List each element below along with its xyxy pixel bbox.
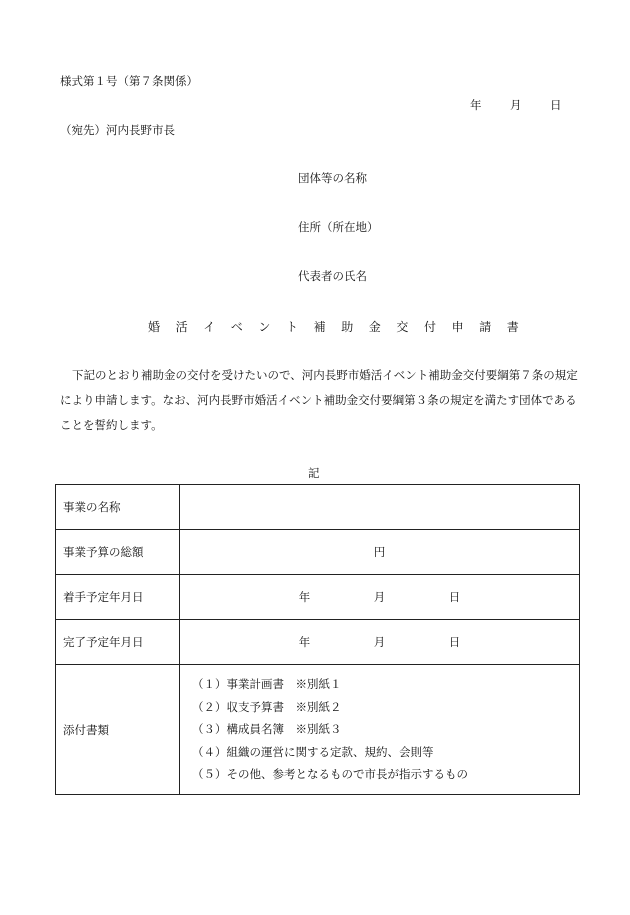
representative-label: 代表者の氏名 xyxy=(298,269,367,283)
attachment-item: （３）構成員名簿 ※別紙３ xyxy=(192,722,342,737)
start-date-label: 着手予定年月日 xyxy=(56,575,180,620)
project-name-label: 事業の名称 xyxy=(56,485,180,530)
start-day: 日 xyxy=(448,590,461,604)
budget-field[interactable] xyxy=(180,530,580,575)
address-label: 住所（所在地） xyxy=(298,220,379,234)
attachments-list xyxy=(180,665,580,795)
table-row xyxy=(56,665,580,795)
attachment-item: （４）組織の運営に関する定款、規約、会則等 xyxy=(192,744,434,759)
start-date-field[interactable] xyxy=(180,575,580,620)
table-row xyxy=(56,485,580,530)
project-name-field[interactable] xyxy=(180,485,580,530)
budget-label: 事業予算の総額 xyxy=(56,530,180,575)
attachment-item: （１）事業計画書 ※別紙１ xyxy=(192,677,342,692)
date-day-label: 日 xyxy=(550,98,562,112)
date-year-label: 年 xyxy=(470,98,482,112)
form-number: 様式第１号（第７条関係） xyxy=(60,74,198,88)
table-row xyxy=(56,620,580,665)
application-table xyxy=(55,484,580,795)
start-month: 月 xyxy=(373,590,386,604)
end-year: 年 xyxy=(298,635,311,649)
attachments-label: 添付書類 xyxy=(56,665,180,795)
document-title: 婚活イベント補助金交付申請書 xyxy=(148,320,535,334)
attachment-item: （２）収支予算書 ※別紙２ xyxy=(192,699,342,714)
addressee: （宛先）河内長野市長 xyxy=(60,123,175,137)
org-name-label: 団体等の名称 xyxy=(298,171,367,185)
end-day: 日 xyxy=(448,635,461,649)
attachment-item: （５）その他、参考となるもので市長が指示するもの xyxy=(192,767,468,782)
table-row xyxy=(56,530,580,575)
budget-unit: 円 xyxy=(373,545,386,559)
end-month: 月 xyxy=(373,635,386,649)
application-date xyxy=(470,97,590,113)
end-date-label: 完了予定年月日 xyxy=(56,620,180,665)
date-month-label: 月 xyxy=(510,98,522,112)
ki-marker: 記 xyxy=(308,466,320,480)
start-year: 年 xyxy=(298,590,311,604)
body-text: 下記のとおり補助金の交付を受けたいので、河内長野市婚活イベント補助金交付要綱第７条の規定により申請します。なお、河内長野市婚活イベント補助金交付要綱第３条の規定を満たす団体であることを誓約します。 xyxy=(60,368,578,432)
end-date-field[interactable] xyxy=(180,620,580,665)
table-row xyxy=(56,575,580,620)
